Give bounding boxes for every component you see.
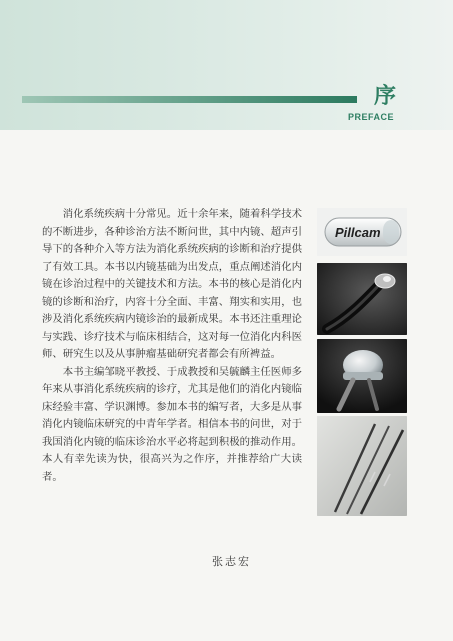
endoscope-tip-photo: [317, 263, 407, 335]
header-band: [0, 0, 453, 130]
endoscope-cap-photo: [317, 339, 407, 413]
author-signature: 张志宏: [212, 555, 251, 568]
capsule-label: Pillcam: [335, 225, 381, 240]
capsule-endoscope-photo: [317, 208, 407, 256]
preface-paragraph-2: 本书主编邹晓平教授、于成教授和吴毓麟主任医师多年来从事消化系统疾病的诊疗，尤其是他们的消化内镜临床经验丰富、学识渊博。参加本书的编写者，大多是从事消化内镜临床研究的中青年学者。相信本书的问世，对于我国消化内镜的临床诊治水平必将起到积极的推动作用。本人有幸先读为快，很高兴为之作序，并推荐给广大读者。: [42, 365, 302, 483]
preface-paragraph-1: 消化系统疾病十分常见。近十余年来，随着科学技术的不断进步，各种诊治方法不断问世，其中内镜、超声引导下的各种介入等方法为消化系统疾病的诊断和治疗提供了有效工具。本书以内镜基础为出发点，重点阐述消化内镜在诊治过程中的关键技术和方法。本书的核心是消化内镜的诊断和治疗，内容十分全面、丰富、翔实和实用，也涉及消化系统疾病内镜诊治的最新成果。本书还注重理论与实践、诊疗技术与临床相结合，这对每一位消化内科医师、研究生以及从事肿瘤基础研究者都会有所裨益。: [42, 208, 302, 360]
preface-body: [42, 206, 302, 486]
page-title: 序: [374, 84, 397, 109]
endoscope-probes-photo: [317, 416, 407, 516]
page-subtitle: PREFACE: [348, 112, 395, 122]
header-rule: [22, 96, 357, 103]
